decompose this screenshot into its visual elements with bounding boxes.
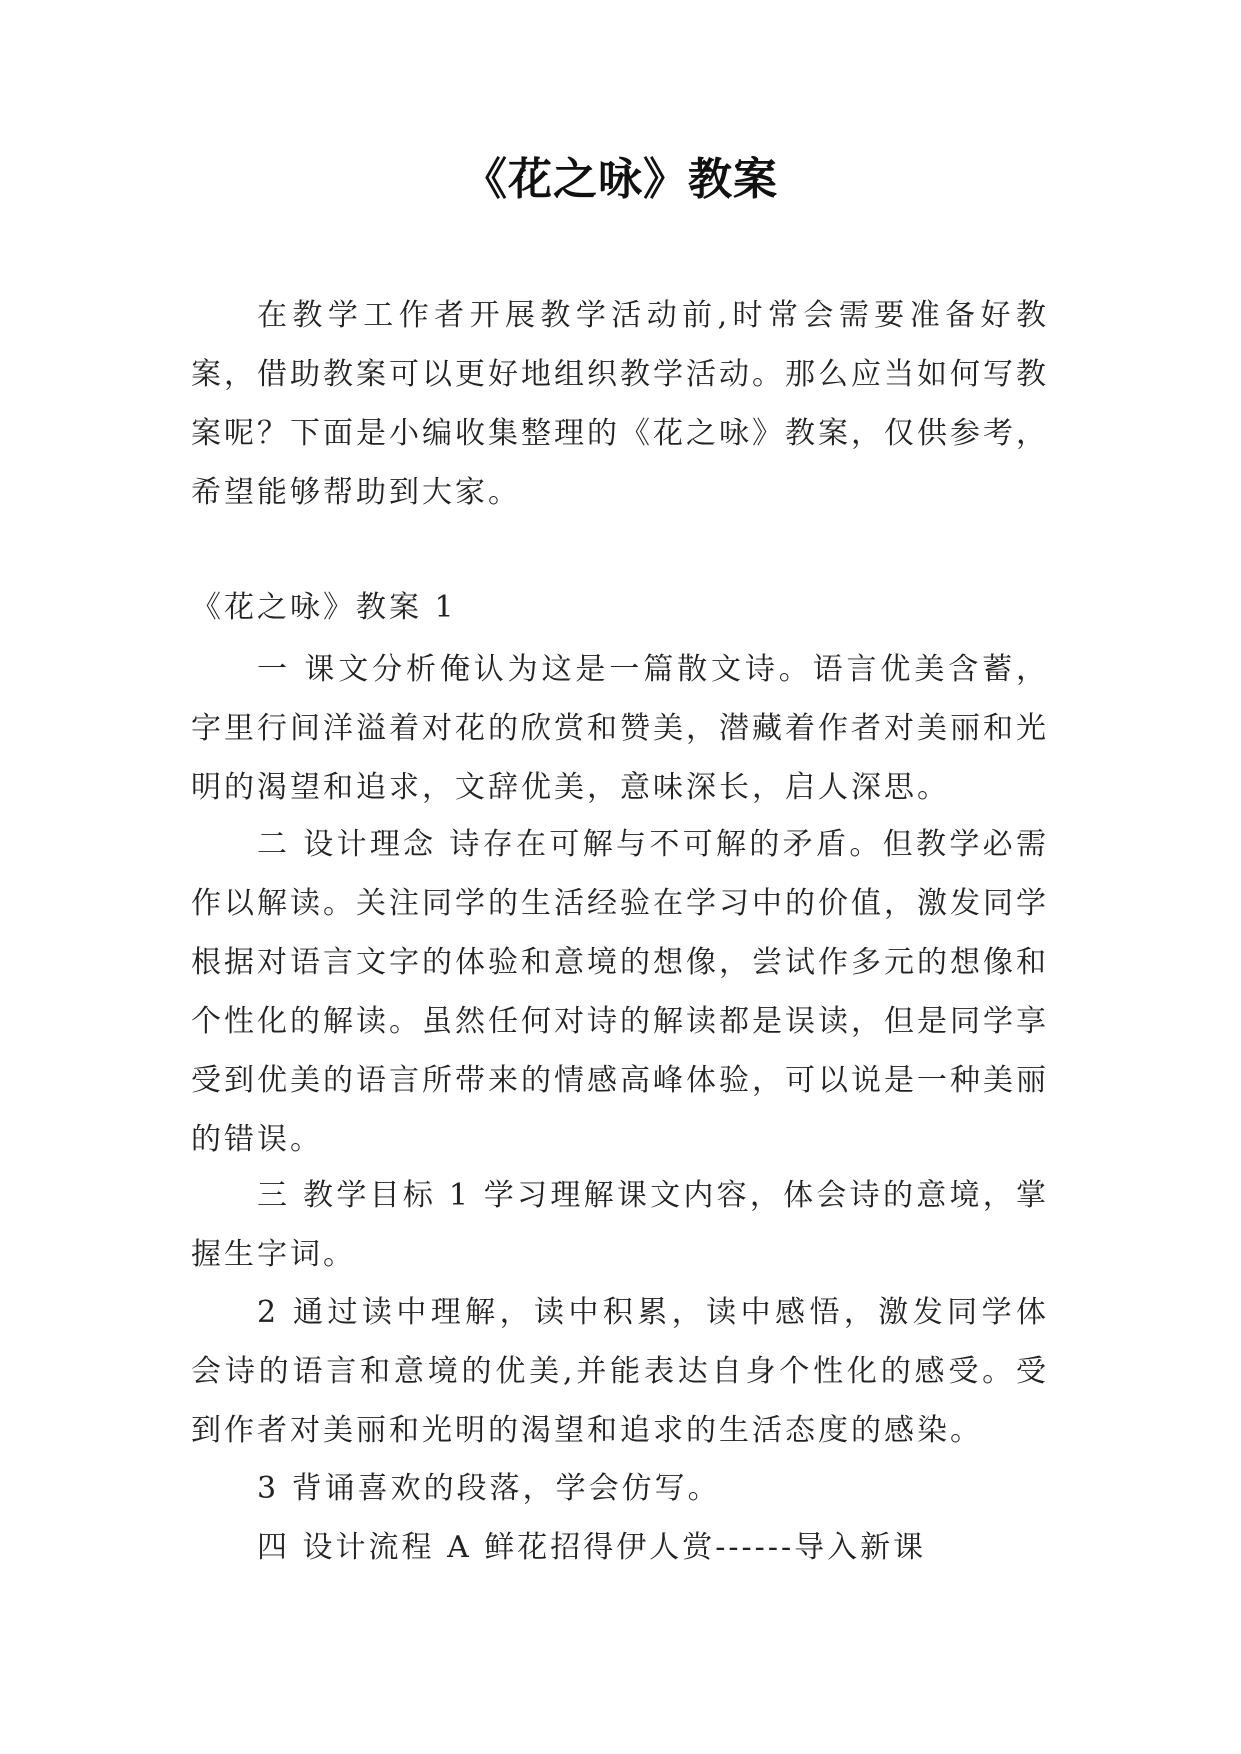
paragraph-goal-3: 3 背诵喜欢的段落，学会仿写。 xyxy=(257,1471,721,1506)
paragraph-teaching-goals: 三 教学目标 1 学习理解课文内容，体会诗的意境，掌握生字词。 xyxy=(191,1178,1049,1272)
paragraph-goal-2: 2 通过读中理解，读中积累，读中感悟，激发同学体会诗的语言和意境的优美,并能表达自身个性化的感受。受到作者对美丽和光明的渴望和追求的生活态度的感染。 xyxy=(191,1295,1049,1448)
intro-paragraph: 在教学工作者开展教学活动前,时常会需要准备好教案，借助教案可以更好地组织教学活动。那么应当如何写教案呢？下面是小编收集整理的《花之咏》教案，仅供参考，希望能够帮助到大家。 xyxy=(191,298,1049,510)
section-heading: 《花之咏》教案 1 xyxy=(191,590,457,625)
paragraph-design-flow: 四 设计流程 A 鲜花招得伊人赏------导入新课 xyxy=(257,1530,927,1565)
paragraph-design-concept: 二 设计理念 诗存在可解与不可解的矛盾。但教学必需作以解读。关注同学的生活经验在学习中的价值，激发同学根据对语言文字的体验和意境的想像，尝试作多元的想像和个性化的解读。虽然任何对诗的解读都是误读，但是同学享受到优美的语言所带来的情感高峰体验，可以说是一种美丽的错误。 xyxy=(191,827,1049,1157)
document-title: 《花之咏》教案 xyxy=(463,154,778,205)
paragraph-text-analysis: 一 课文分析俺认为这是一篇散文诗。语言优美含蓄，字里行间洋溢着对花的欣赏和赞美，潜藏着作者对美丽和光明的渴望和追求，文辞优美，意味深长，启人深思。 xyxy=(191,652,1049,805)
